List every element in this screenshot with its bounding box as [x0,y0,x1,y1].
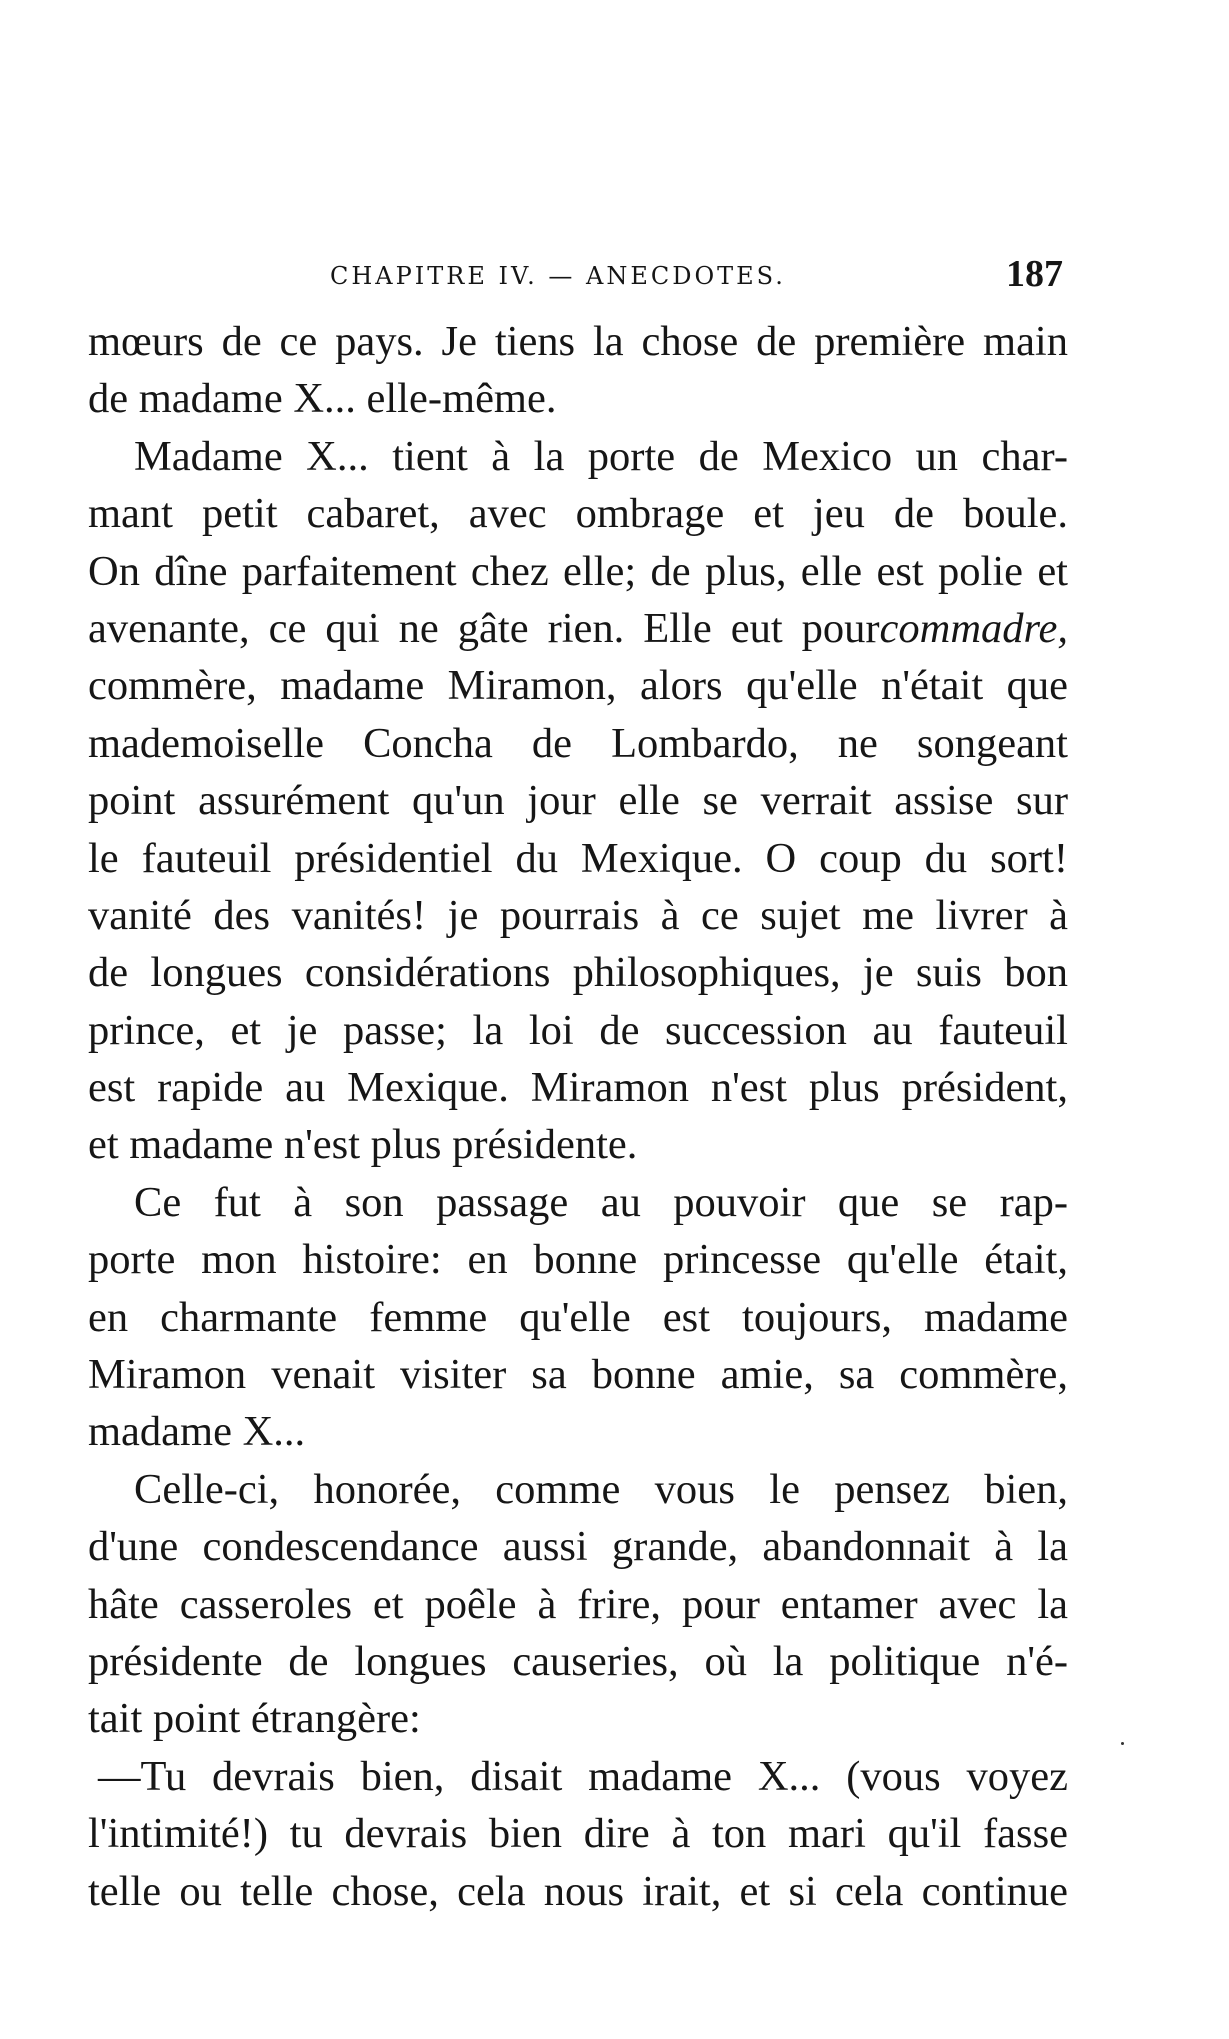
text-line-with-italic [88,600,1068,657]
text-line: mœurs de ce pays. Je tiens la chose de première main [88,318,1068,365]
text-line: l'intimité!) tu devrais bien dire à ton mari qu'il fasse [88,1810,1068,1858]
paragraph-start-line: Celle-ci, honorée, comme vous le pensez bien, [134,1465,1068,1513]
text-line: le fauteuil présidentiel du Mexique. O coup du sort! [88,834,1068,882]
text-line: commère, madame Miramon, alors qu'elle n'était que [88,662,1068,710]
text-segment: avenante, ce qui ne gâte rien. Elle eut pour [88,604,880,652]
text-line: d'une condescendance aussi grande, abandonnait à la [88,1523,1068,1571]
text-line: madame X... [88,1408,306,1456]
italic-word: commadre, [879,604,1068,652]
running-head: CHAPITRE IV. — ANECDOTES. [330,262,786,290]
print-speck [1121,1742,1124,1745]
page-number: 187 [1006,253,1063,295]
text-line: porte mon histoire: en bonne princesse qu'elle était, [88,1236,1068,1284]
text-line: prince, et je passe; la loi de succession au fauteuil [88,1006,1068,1054]
text-line: vanité des vanités! je pourrais à ce sujet me livrer à [88,891,1068,939]
text-line: présidente de longues causeries, où la politique n'é- [88,1637,1068,1685]
text-line: On dîne parfaitement chez elle; de plus, elle est polie et [88,547,1068,595]
text-line: de longues considérations philosophiques, je suis bon [88,949,1068,997]
text-line: hâte casseroles et poêle à frire, pour entamer avec la [88,1580,1068,1628]
text-line: et madame n'est plus présidente. [88,1121,638,1169]
text-line: mademoiselle Concha de Lombardo, ne songeant [88,719,1068,767]
text-line: tait point étrangère: [88,1695,421,1743]
text-line: de madame X... elle-même. [88,375,557,423]
body-text [88,313,1068,1920]
text-line: est rapide au Mexique. Miramon n'est plus président, [88,1064,1068,1112]
text-line: telle ou telle chose, cela nous irait, et si cela continue [88,1867,1068,1915]
text-line: en charmante femme qu'elle est toujours, madame [88,1293,1068,1341]
text-line: mant petit cabaret, avec ombrage et jeu de boule. [88,490,1068,538]
paragraph-start-line: Ce fut à son passage au pouvoir que se rap- [134,1178,1068,1226]
text-line: Miramon venait visiter sa bonne amie, sa commère, [88,1351,1068,1399]
paragraph-start-line: Madame X... tient à la porte de Mexico un char- [134,432,1068,480]
text-line: point assurément qu'un jour elle se verrait assise sur [88,777,1068,825]
paragraph-start-line: —Tu devrais bien, disait madame X... (vous voyez [98,1752,1068,1800]
